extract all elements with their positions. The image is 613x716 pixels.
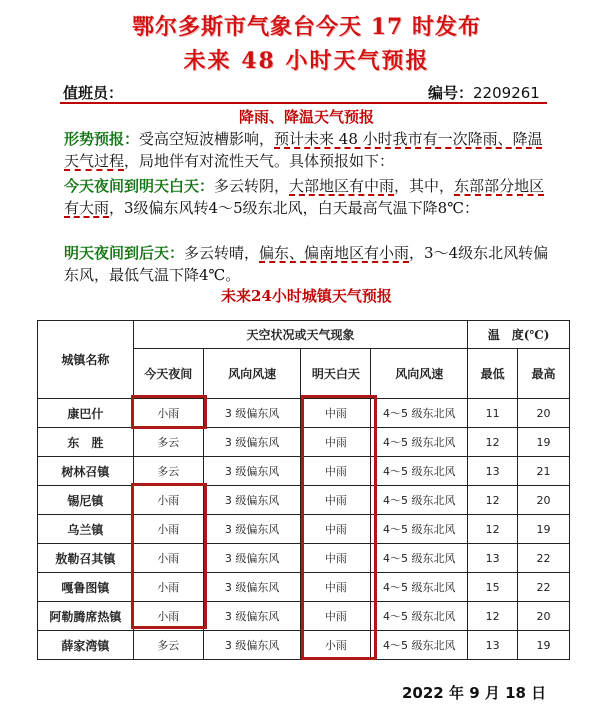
temp-low: 12 bbox=[468, 428, 518, 457]
tomorrow-wind: 4～5 级东北风 bbox=[371, 602, 468, 631]
town-forecast-title: 未来24小时城镇天气预报 bbox=[221, 287, 392, 305]
tonight-wind: 3 级偏东风 bbox=[203, 428, 301, 457]
header-wind-tonight: 风向风速 bbox=[203, 349, 301, 399]
town-name: 乌兰镇 bbox=[38, 515, 134, 544]
header-wind-tomorrow: 风向风速 bbox=[371, 349, 468, 399]
forecast-heading: 降雨、降温天气预报 bbox=[238, 108, 374, 126]
town-name: 树林召镇 bbox=[38, 457, 134, 486]
tonight-paragraph bbox=[64, 175, 550, 219]
highlight-box-tomorrow bbox=[301, 395, 377, 660]
town-name: 嘎鲁图镇 bbox=[38, 573, 134, 602]
tomorrow-weather: 中雨 bbox=[301, 602, 371, 631]
header-tomorrow: 明天白天 bbox=[301, 349, 371, 399]
town-name: 阿勒腾席热镇 bbox=[38, 602, 134, 631]
tomorrow-wind: 4～5 级东北风 bbox=[371, 428, 468, 457]
temp-low: 13 bbox=[468, 631, 518, 660]
temp-high: 19 bbox=[518, 515, 570, 544]
tonight-text-c: ，其中， bbox=[394, 177, 455, 195]
tonight-wind: 3 级偏东风 bbox=[203, 573, 301, 602]
issue-date: 2022 年 9 月 18 日 bbox=[402, 684, 547, 702]
tonight-label: 今天夜间到明天白天： bbox=[64, 177, 215, 195]
temp-high: 21 bbox=[518, 457, 570, 486]
header-low: 最低 bbox=[468, 349, 518, 399]
tonight-weather: 小雨 bbox=[133, 486, 203, 515]
temp-high: 22 bbox=[518, 573, 570, 602]
temp-high: 19 bbox=[518, 631, 570, 660]
serial-number bbox=[428, 82, 540, 103]
header-divider bbox=[60, 102, 547, 104]
tomorrow-weather: 中雨 bbox=[301, 544, 371, 573]
tonight-wind: 3 级偏东风 bbox=[203, 457, 301, 486]
situation-text-c: ，局地伴有对流性天气。具体预报如下： bbox=[124, 152, 395, 170]
tonight-weather: 小雨 bbox=[133, 573, 203, 602]
tomorrow-wind: 4～5 级东北风 bbox=[371, 486, 468, 515]
temp-high: 20 bbox=[518, 399, 570, 428]
highlight-box-tonight-kangbashi bbox=[131, 395, 207, 429]
tonight-text-e: ，3级偏东风转4～5级东北风，白天最高气温下降8℃： bbox=[109, 199, 479, 217]
duty-officer-label: 值班员： bbox=[63, 84, 124, 102]
tonight-text-highlight-2: 东部部分地区有大雨 bbox=[64, 177, 545, 217]
tonight-weather: 小雨 bbox=[133, 399, 203, 428]
dayafter-label: 明天夜间到后天： bbox=[64, 244, 185, 262]
dayafter-text-a: 多云转晴， bbox=[184, 244, 260, 262]
tonight-weather: 多云 bbox=[133, 428, 203, 457]
bulletin-title: 鄂尔多斯市气象台今天 17 时发布 bbox=[132, 14, 481, 40]
temp-high: 20 bbox=[518, 602, 570, 631]
tomorrow-wind: 4～5 级东北风 bbox=[371, 457, 468, 486]
tomorrow-weather: 中雨 bbox=[301, 399, 371, 428]
serial-value: 2209261 bbox=[473, 84, 540, 102]
tonight-weather: 多云 bbox=[133, 631, 203, 660]
tonight-wind: 3 级偏东风 bbox=[203, 399, 301, 428]
situation-paragraph bbox=[64, 128, 554, 172]
tomorrow-weather: 中雨 bbox=[301, 515, 371, 544]
situation-label: 形势预报： bbox=[64, 130, 140, 148]
tonight-weather: 多云 bbox=[133, 457, 203, 486]
town-name: 敖勒召其镇 bbox=[38, 544, 134, 573]
tomorrow-wind: 4～5 级东北风 bbox=[371, 399, 468, 428]
temp-high: 19 bbox=[518, 428, 570, 457]
header-tonight: 今天夜间 bbox=[133, 349, 203, 399]
tomorrow-wind: 4～5 级东北风 bbox=[371, 515, 468, 544]
highlight-box-tonight-group bbox=[131, 483, 207, 629]
tomorrow-wind: 4～5 级东北风 bbox=[371, 573, 468, 602]
tonight-wind: 3 级偏东风 bbox=[203, 631, 301, 660]
situation-text-a: 受高空短波槽影响， bbox=[139, 130, 275, 148]
temp-low: 11 bbox=[468, 399, 518, 428]
temp-high: 20 bbox=[518, 486, 570, 515]
tonight-text-a: 多云转阴， bbox=[214, 177, 290, 195]
situation-text-highlight: 预计未来 48 小时我市有一次降雨、降温天气过程 bbox=[64, 130, 543, 170]
tomorrow-weather: 中雨 bbox=[301, 573, 371, 602]
header-town: 城镇名称 bbox=[38, 321, 134, 399]
town-name: 东 胜 bbox=[38, 428, 134, 457]
temp-high: 22 bbox=[518, 544, 570, 573]
tonight-text-highlight-1: 大部地区有中雨 bbox=[289, 177, 395, 195]
tomorrow-weather: 中雨 bbox=[301, 457, 371, 486]
header-high: 最高 bbox=[518, 349, 570, 399]
temp-low: 15 bbox=[468, 573, 518, 602]
tomorrow-weather: 中雨 bbox=[301, 486, 371, 515]
town-name: 锡尼镇 bbox=[38, 486, 134, 515]
tonight-weather: 小雨 bbox=[133, 602, 203, 631]
temp-low: 12 bbox=[468, 515, 518, 544]
tonight-wind: 3 级偏东风 bbox=[203, 515, 301, 544]
serial-label: 编号： bbox=[428, 84, 474, 102]
tonight-wind: 3 级偏东风 bbox=[203, 544, 301, 573]
tonight-weather: 小雨 bbox=[133, 544, 203, 573]
tomorrow-wind: 4～5 级东北风 bbox=[371, 544, 468, 573]
bulletin-subtitle: 未来 48 小时天气预报 bbox=[183, 48, 430, 74]
header-sky: 天空状况或天气现象 bbox=[133, 321, 467, 349]
tomorrow-wind: 4～5 级东北风 bbox=[371, 631, 468, 660]
temp-low: 13 bbox=[468, 457, 518, 486]
town-name: 康巴什 bbox=[38, 399, 134, 428]
tomorrow-weather: 小雨 bbox=[301, 631, 371, 660]
tonight-wind: 3 级偏东风 bbox=[203, 602, 301, 631]
temp-low: 12 bbox=[468, 602, 518, 631]
dayafter-paragraph bbox=[64, 242, 550, 286]
temp-low: 13 bbox=[468, 544, 518, 573]
header-temperature: 温 度(℃) bbox=[468, 321, 570, 349]
tonight-wind: 3 级偏东风 bbox=[203, 486, 301, 515]
tomorrow-weather: 中雨 bbox=[301, 428, 371, 457]
temp-low: 12 bbox=[468, 486, 518, 515]
dayafter-text-c: ，3～4级东北风转偏东风，最低气温下降4℃。 bbox=[64, 244, 549, 284]
dayafter-text-highlight: 偏东、偏南地区有小雨 bbox=[259, 244, 410, 262]
tonight-weather: 小雨 bbox=[133, 515, 203, 544]
town-name: 薛家湾镇 bbox=[38, 631, 134, 660]
